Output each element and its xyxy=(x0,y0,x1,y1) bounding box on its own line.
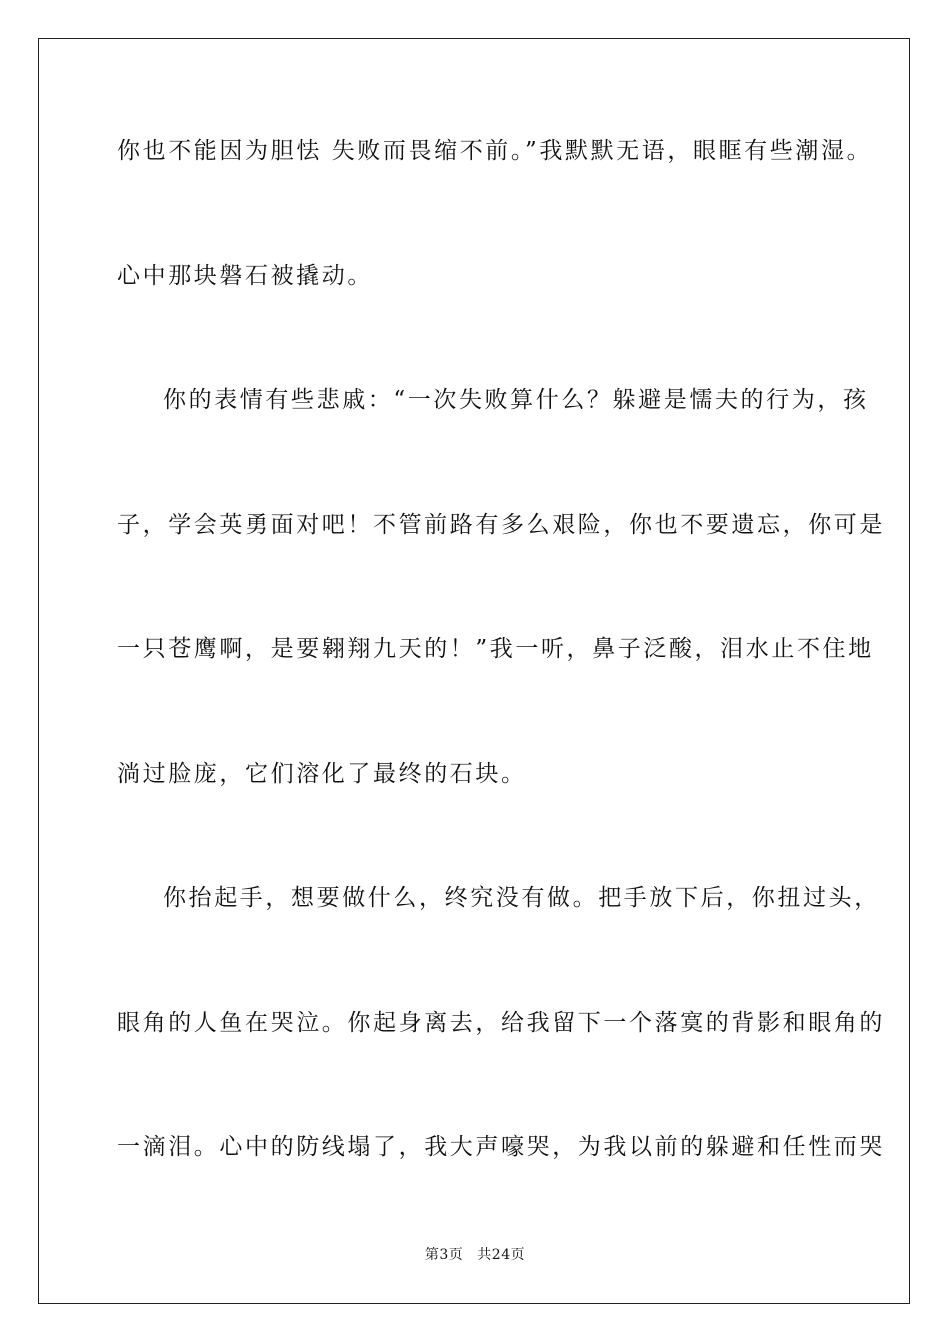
paragraph-first-line: 你抬起手，想要做什么，终究没有做。把手放下后，你扭过头， xyxy=(163,885,880,911)
body-text-line: 一滴泪。心中的防线塌了，我大声嚎哭，为我以前的躲避和任性而哭 xyxy=(117,1134,885,1160)
body-text-line: 心中那块磐石被撬动。 xyxy=(117,263,373,289)
paragraph-first-line: 你的表情有些悲戚：“一次失败算什么？躲避是懦夫的行为，孩 xyxy=(163,387,869,413)
page-border xyxy=(38,38,910,1304)
page-total: 共24页 xyxy=(477,1247,526,1263)
body-text-line: 眼角的人鱼在哭泣。你起身离去，给我留下一个落寞的背影和眼角的 xyxy=(117,1010,885,1036)
page-number: 第3页 xyxy=(424,1247,464,1263)
body-text-line: 子，学会英勇面对吧！不管前路有多么艰险，你也不要遗忘，你可是 xyxy=(117,512,885,538)
body-text-line: 淌过脸庞，它们溶化了最终的石块。 xyxy=(117,761,527,787)
body-text-line: 你也不能因为胆怯 失败而畏缩不前。”我默默无语，眼眶有些潮湿。 xyxy=(117,138,873,164)
page-footer xyxy=(0,1245,950,1265)
body-text-line: 一只苍鹰啊，是要翱翔九天的！”我一听，鼻子泛酸，泪水止不住地 xyxy=(117,636,874,662)
